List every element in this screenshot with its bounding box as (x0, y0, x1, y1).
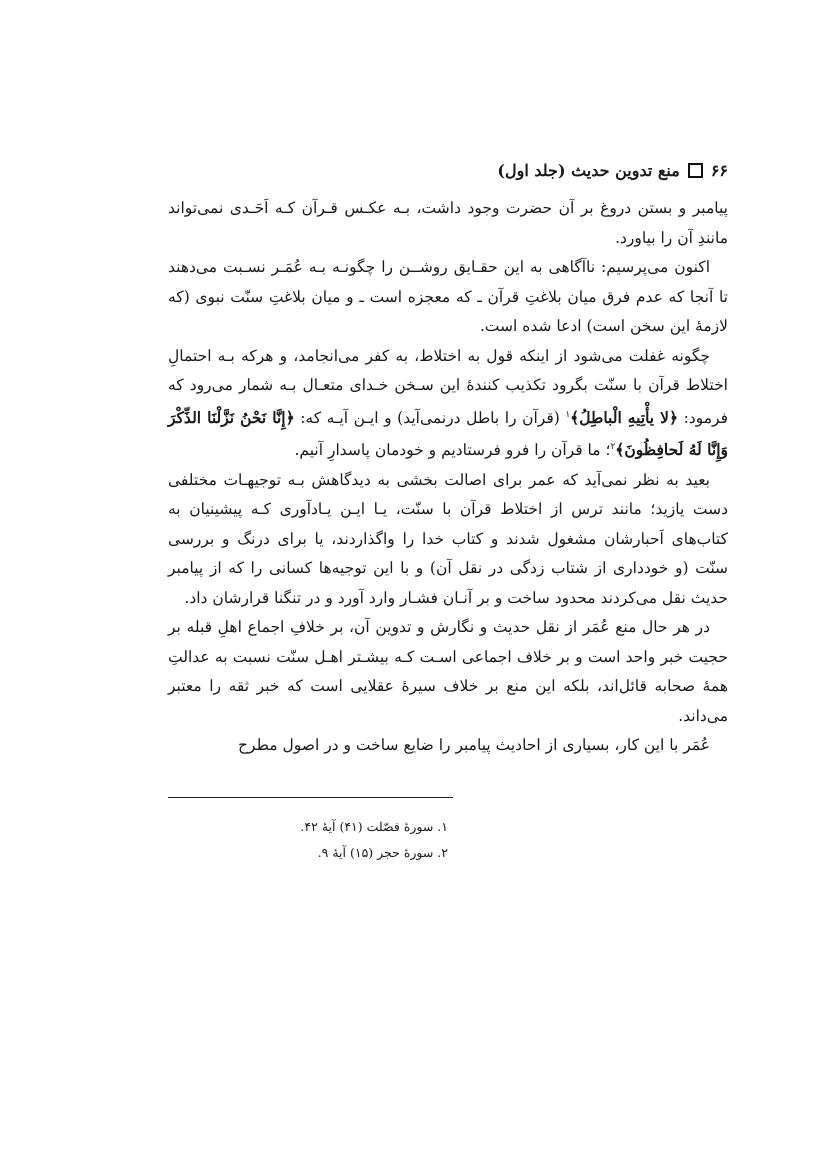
paragraph-text: پیامبر و بستن دروغ بر آن حضرت وجود داشت، بـه عکـس قـرآن کـه اَحَـدی نمی‌تواند مانندِ آن را بیاورد. (168, 199, 728, 247)
paragraph-1 (168, 194, 728, 253)
running-title: منع تدوين حديث (جلد اول) (497, 160, 680, 180)
paragraph-text: در هر حال منع عُمَر از نقل حدیث و نگارش و تدوین آن، بر خلافِ اجماع اهلِ قبله بر حجیت خبر واحد است و بر خلاف اجماعی اسـت کـه بیشـتر اهـل سنّت نسبت به عدالتِ همهٔ صحابه قائل‌اند، بلکه این منع بر خلاف سیرهٔ عقلایی است که خبر ثقه را معتبر می‌داند. (168, 618, 728, 725)
footnote-2: ۲. سورهٔ حجر (۱۵) آیهٔ ۹. (317, 844, 448, 860)
book-page (168, 150, 728, 866)
paragraph-text: بعید به نظر نمی‌آید که عمر برای اصالت بخشی به دیدگاهش بـه توجیهـات مختلفی دست یازید؛ مانند ترس از اختلاط قرآن با سنّت، یـا ایـن یـادآوری کـه پیشینیان به کتاب‌های اَحبارشان مشغول شدند و کتاب خدا را واگذاردند، یا برای درنگ و بررسی سنّت (و خودداری از شتاب زدگی در نقل آن) و با این توجیه‌ها کسانی را که از پیامبر حدیث نقل می‌کردند محدود ساخت و بر آنـان فشـار وارد آورد و در تنگنا قرارشان داد. (168, 470, 728, 607)
footnote-ref: ۲ (610, 442, 616, 453)
running-header (168, 150, 728, 190)
paragraph-text: (قرآن را باطل درنمی‌آید) و ایـن آیـه که: (294, 408, 566, 427)
paragraph-text: اکنون می‌پرسیم: ناآگاهی به این حقـایق روشــن را چگونـه بـه عُمَـر نسـبت می‌دهند تا آنجا که عدم فرق میان بلاغتِ قرآن ـ که معجزه است ـ و میان بلاغتِ سنّت نبوی (که لازمهٔ این سخن است) ادعا شده است. (168, 258, 728, 335)
page-number: ۶۶ (710, 160, 728, 180)
footnote-ref: ۱ (565, 409, 571, 420)
footnotes (168, 814, 448, 866)
paragraph-text: چگونه غفلت می‌شود از اینکه قول به اختلاط، به کفر می‌انجامد، و هرکه بـه احتمالِ اختلاط قرآن با سنّت بگرود تکذیب کنندهٔ این سـخن خـدای متعـال بـه شمار می‌رود که فرمود: (168, 346, 728, 427)
paragraph-text: عُمَر با این کار، بسیاری از احادیث پیامبر را ضایع ساخت و در اصول مطرح (238, 736, 710, 755)
square-icon (688, 163, 703, 178)
footnote-1: ۱. سورهٔ فصّلت (۴۱) آیهٔ ۴۲. (300, 818, 448, 834)
paragraph-2 (168, 253, 728, 342)
body-text (168, 194, 728, 761)
paragraph-4 (168, 466, 728, 614)
footnote-divider (168, 797, 453, 798)
quran-verse: ﴿إِنَّا نَحْنُ نَزَّلْنَا الذِّكْرَ وَإِنَّا لَهُ لَحافِظُونَ﴾ (168, 407, 728, 460)
paragraph-6 (168, 731, 728, 761)
paragraph-3 (168, 342, 728, 466)
quran-verse: ﴿لا يأْتِيهِ الْباطِلُ﴾ (570, 407, 679, 427)
paragraph-5 (168, 613, 728, 731)
paragraph-text: ؛ ما قرآن را فرو فرستادیم و خودمان پاسدارِ آنیم. (294, 441, 611, 460)
